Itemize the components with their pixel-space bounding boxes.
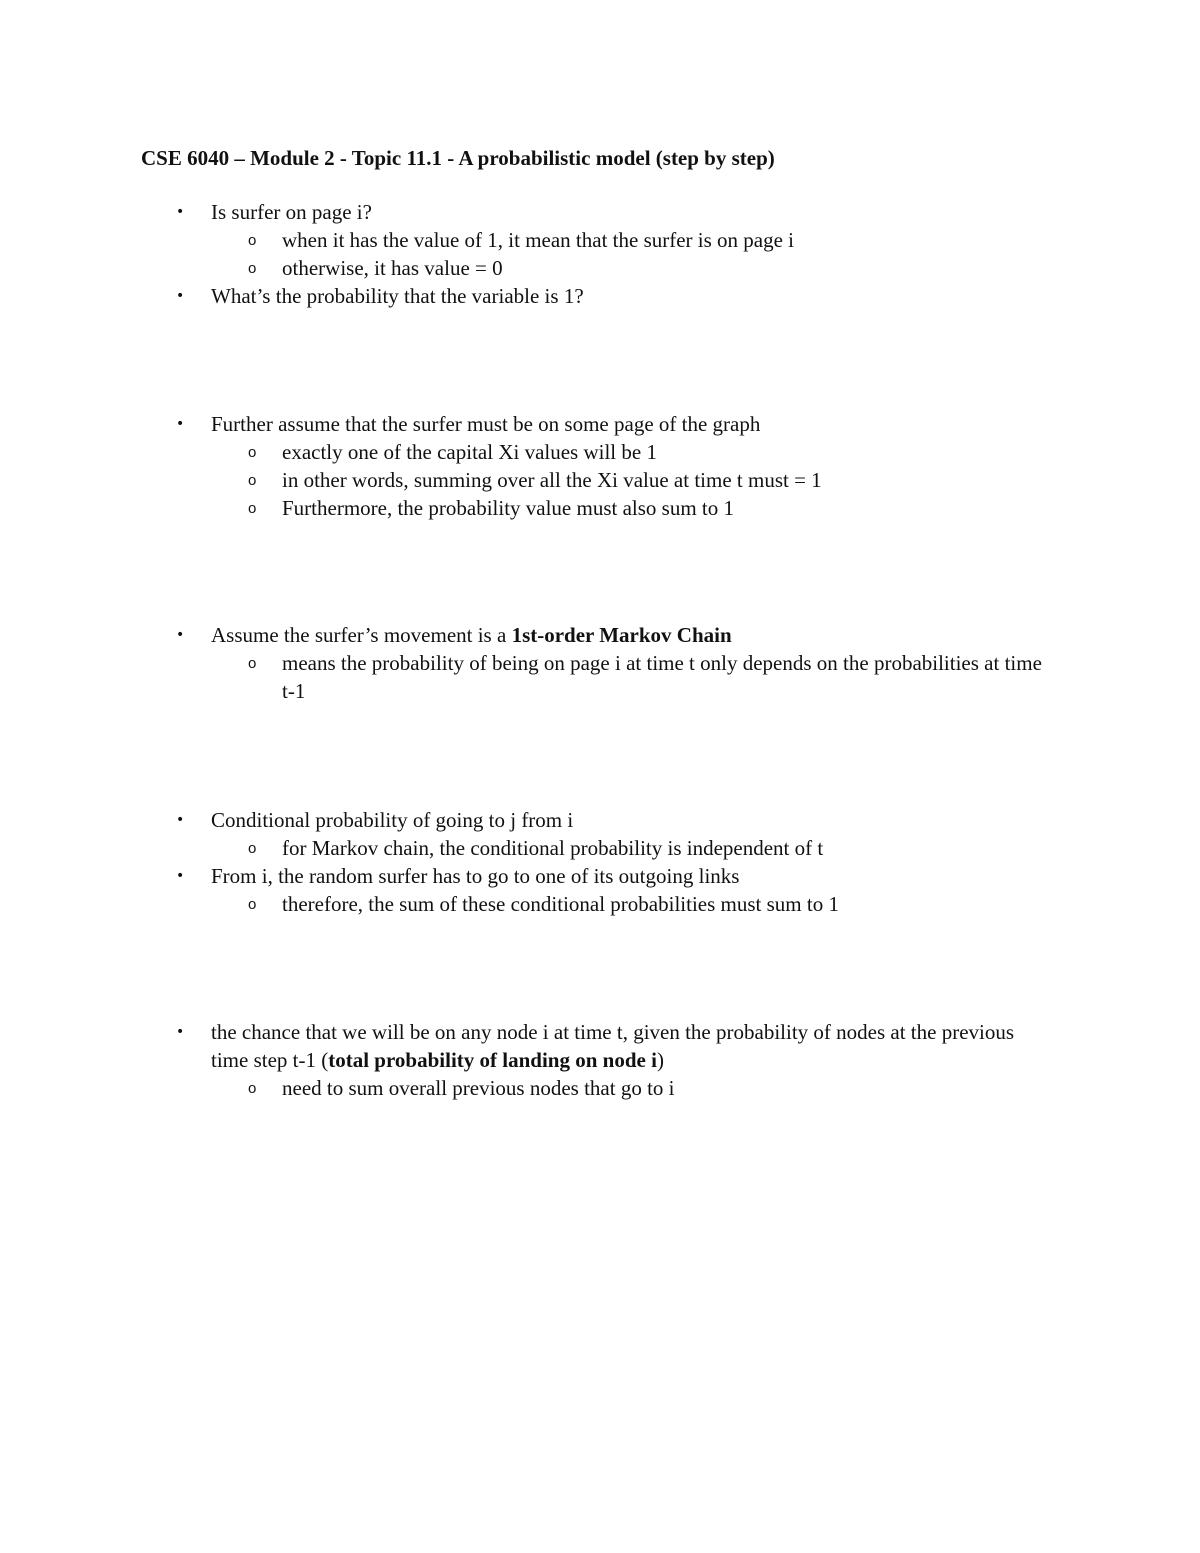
sub-bullet-item [0,494,1042,522]
sub-bullet-text: exactly one of the capital Xi values will be 1 [282,440,657,464]
bullet-item [0,282,1031,310]
sub-bullet-glyph: o [248,444,257,461]
bullet-text-bold: 1st-order Markov Chain [511,623,732,647]
sub-bullet-text: for Markov chain, the conditional probability is independent of t [282,836,824,860]
sub-bullet-text: means the probability of being on page i at time t only depends on the probabilities at time t-1 [282,651,1042,703]
bullet-text: Further assume that the surfer must be on some page of the graph [211,412,761,436]
bullet-glyph: • [176,204,185,220]
bullet-text-end: ) [656,1048,664,1072]
bullet-glyph: • [176,868,185,884]
section-2 [0,410,1200,522]
section-5 [0,1018,1200,1102]
sub-bullet-item [0,1074,1042,1102]
sub-bullet-item [0,466,1042,494]
sub-bullet-glyph: o [248,1080,257,1097]
sub-bullet-glyph: o [248,840,257,857]
sub-bullet-text: need to sum overall previous nodes that go to i [282,1076,675,1100]
bullet-item [0,1018,1031,1074]
sub-bullet-text: therefore, the sum of these conditional probabilities must sum to 1 [282,892,839,916]
page-title: CSE 6040 – Module 2 - Topic 11.1 - A probabilistic model (step by step) [141,146,775,170]
bullet-item [0,621,1031,649]
sub-bullet-glyph: o [248,655,257,672]
sub-bullet-text: otherwise, it has value = 0 [282,256,503,280]
bullet-text: What’s the probability that the variable is 1? [211,284,584,308]
sub-bullet-text: when it has the value of 1, it mean that the surfer is on page i [282,228,795,252]
bullet-text: the chance that we will be on any node i at time t, given the probability of nodes at the previous time step t-1 ( [211,1020,1015,1072]
section-1 [0,198,1200,310]
bullet-item [0,806,1031,834]
sub-bullet-glyph: o [248,500,257,517]
bullet-text-bold: total probability of landing on node i [328,1048,657,1072]
sub-bullet-item [0,834,1042,862]
sub-bullet-item [0,438,1042,466]
sub-bullet-item [0,254,1042,282]
bullet-text: Conditional probability of going to j from i [211,808,574,832]
bullet-text: From i, the random surfer has to go to one of its outgoing links [211,864,740,888]
bullet-item [0,862,1031,890]
sub-bullet-item [0,890,1042,918]
sub-bullet-glyph: o [248,472,257,489]
bullet-glyph: • [176,1024,185,1040]
bullet-item [0,198,1031,226]
bullet-glyph: • [176,812,185,828]
bullet-glyph: • [176,288,185,304]
sub-bullet-glyph: o [248,260,257,277]
sub-bullet-item [0,649,1042,705]
bullet-item [0,410,1031,438]
sub-bullet-text: in other words, summing over all the Xi value at time t must = 1 [282,468,822,492]
section-3 [0,621,1200,705]
sub-bullet-item [0,226,1042,254]
bullet-text: Assume the surfer’s movement is a [211,623,512,647]
bullet-glyph: • [176,627,185,643]
bullet-glyph: • [176,416,185,432]
bullet-text: Is surfer on page i? [211,200,372,224]
sub-bullet-glyph: o [248,896,257,913]
section-4 [0,806,1200,918]
sub-bullet-glyph: o [248,232,257,249]
sub-bullet-text: Furthermore, the probability value must also sum to 1 [282,496,735,520]
